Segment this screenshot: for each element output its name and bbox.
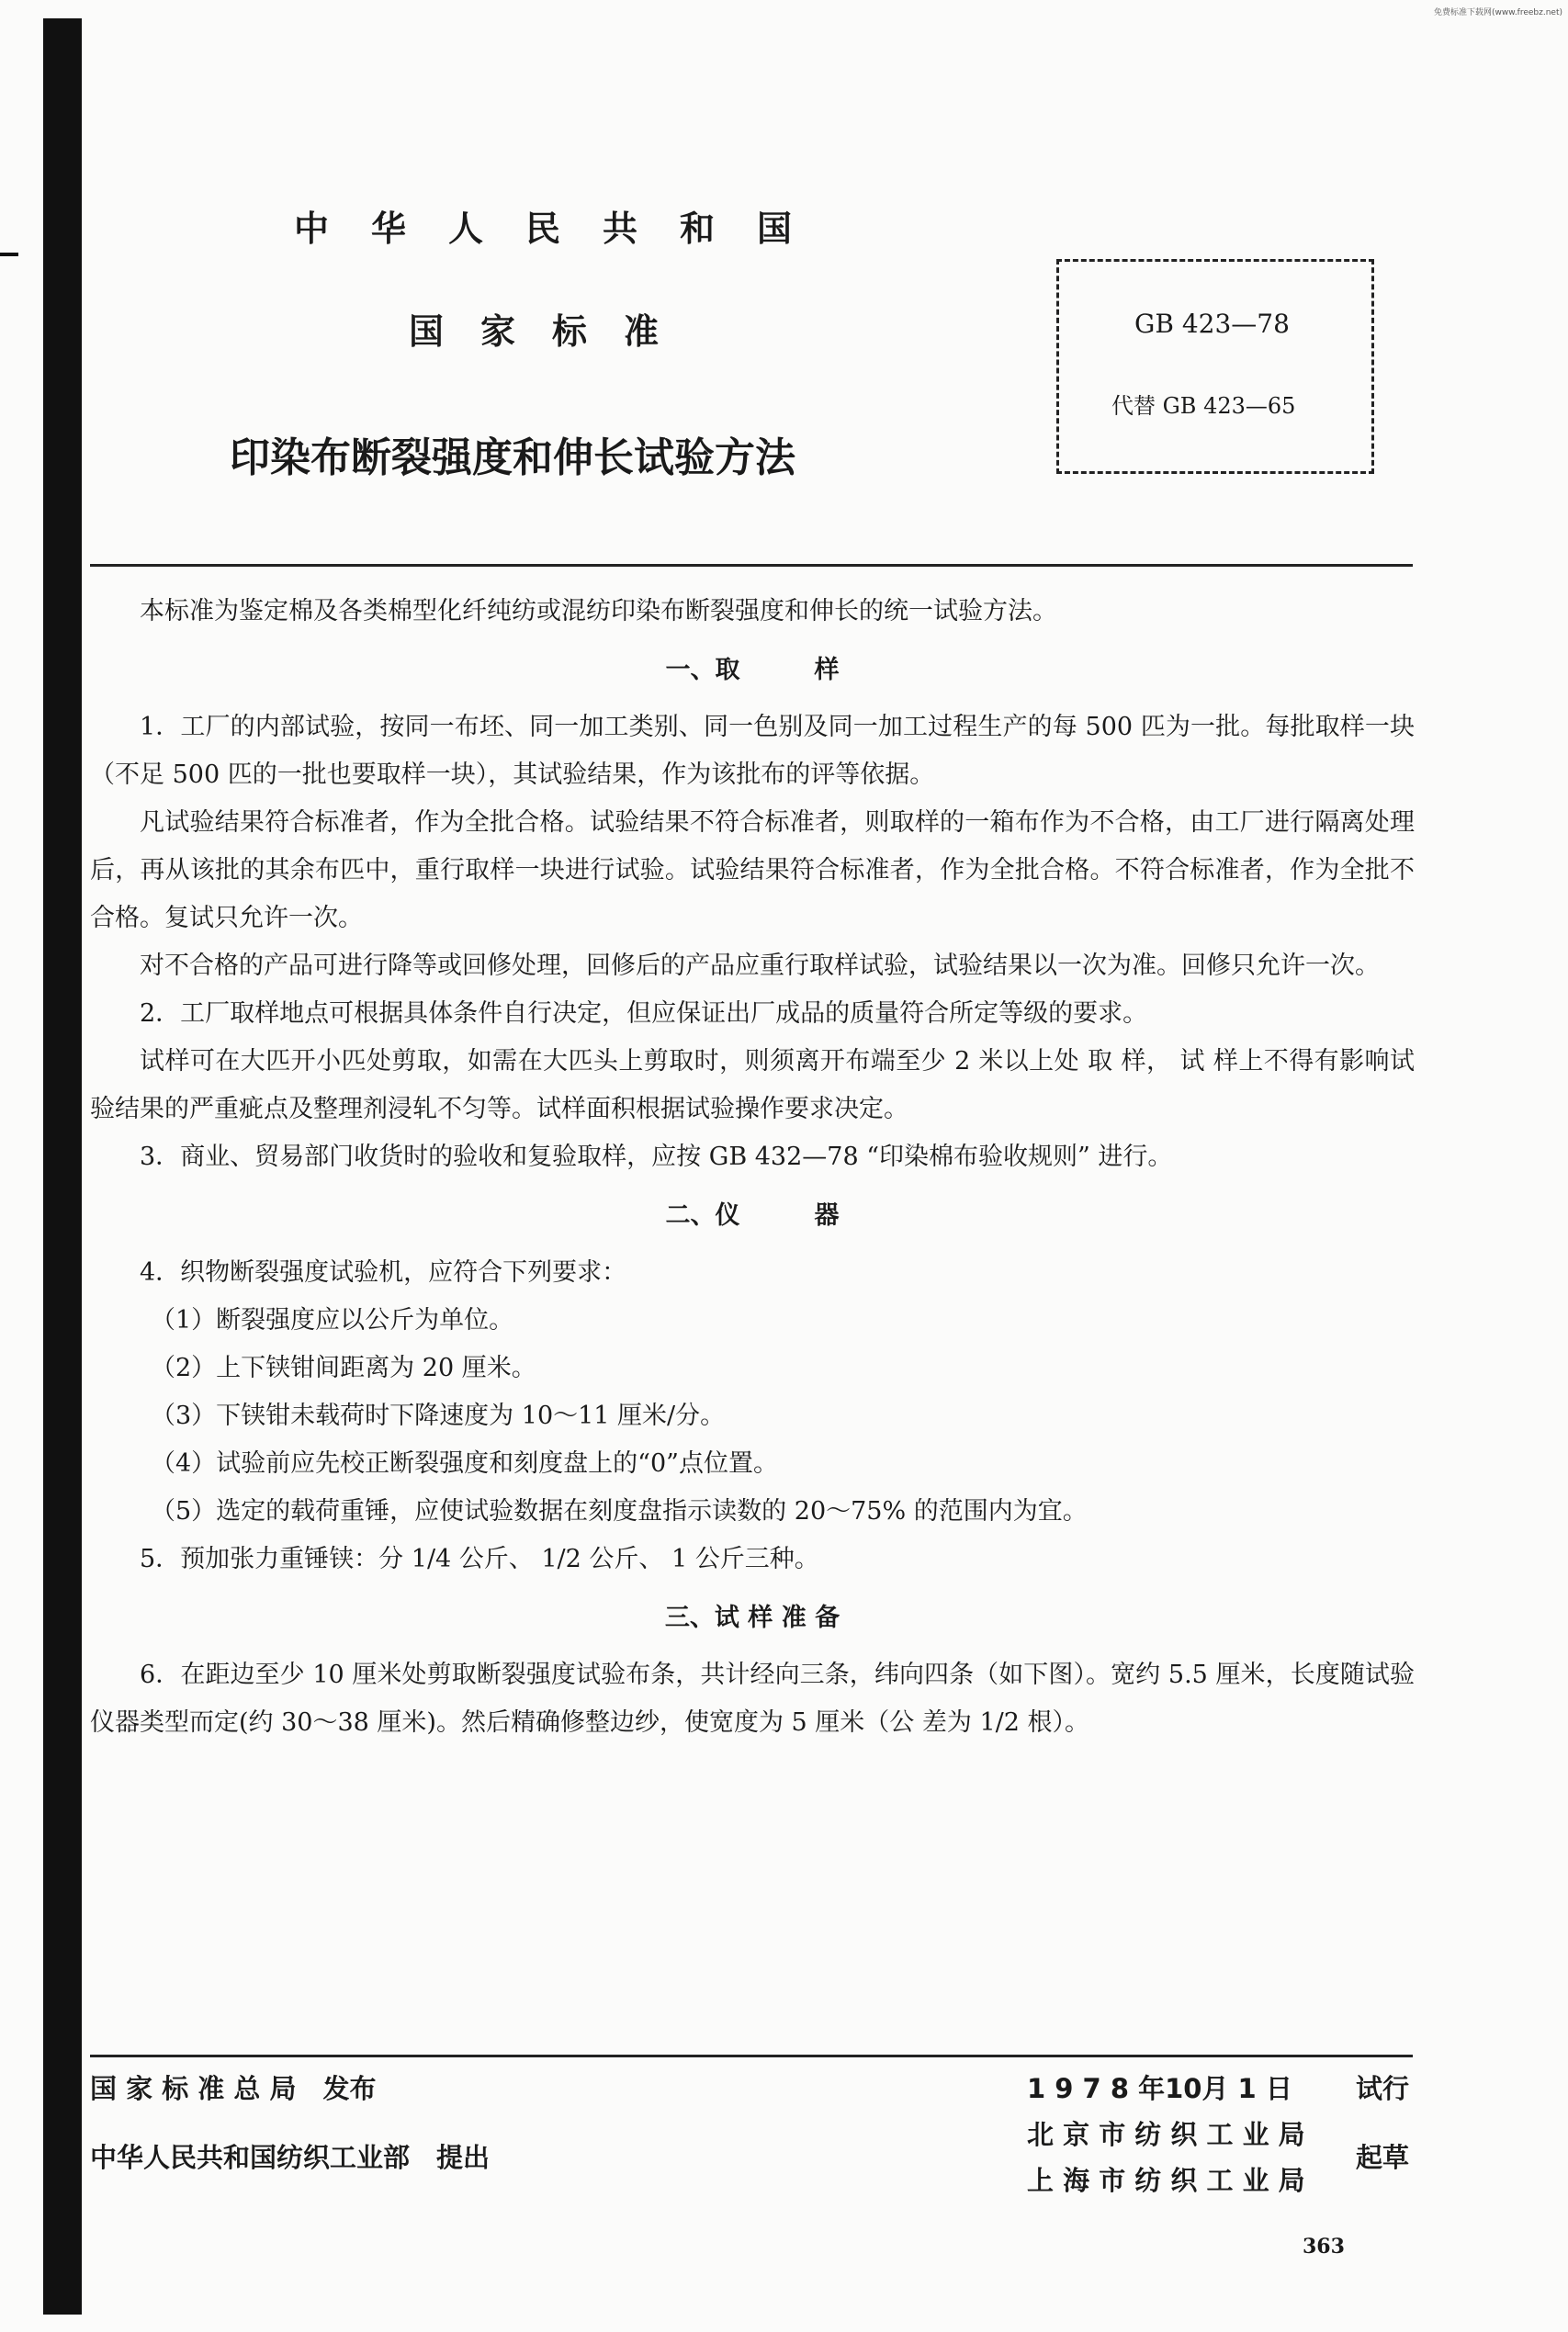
proposer: 中华人民共和国纺织工业部 提出 [90,2142,491,2173]
footer-rule [90,2055,1413,2057]
standard-number: GB 423—78 [1134,309,1290,339]
drafter-beijing: 北 京 市 纺 织 工 业 局 [1027,2119,1305,2150]
section-heading-apparatus: 二、仪 器 [665,1201,840,1230]
paragraph: 5．预加张力重锤铗：分 1/4 公斤、 1/2 公斤、 1 公斤三种。 [140,1545,819,1573]
issuer: 国 家 标 准 总 局 发布 [90,2073,377,2104]
paragraph: 试样可在大匹开小匹处剪取，如需在大匹头上剪取时，则须离开布端至少 2 米以上处 取 样， 试 样上不得有影响试验结果的严重疵点及整理剂浸轧不匀等。试样面积根据试验操作要求决定。 [90,1047,1415,1123]
scan-dark-edge [43,18,82,2315]
scan-margin-mark [0,253,18,256]
country-heading: 中华人民共和国 [294,208,835,249]
page-number: 363 [1303,2235,1345,2259]
watermark: 免费标准下载网(www.freebz.net) [1434,8,1562,17]
paragraph: 6．在距边至少 10 厘米处剪取断裂强度试验布条，共计经向三条，纬向四条（如下图）。宽约 5.5 厘米，长度随试验仪器类型而定(约 30～38 厘米)。然后精确修整边纱，使宽度为 5 厘米（公 差为 1/2 根）。 [90,1661,1415,1737]
document-body [90,588,1415,1747]
list-item: （4）试验前应先校正断裂强度和刻度盘上的“0”点位置。 [151,1449,778,1478]
paragraph: 凡试验结果符合标准者，作为全批合格。试验结果不符合标准者，则取样的一箱布作为不合格，由工厂进行隔离处理后，再从该批的其余布匹中，重行取样一块进行试验。试验结果符合标准者，作为全批合格。不符合标准者，作为全批不合格。复试只允许一次。 [90,808,1415,932]
category-heading: 国家标准 [409,311,696,352]
intro-paragraph: 本标准为鉴定棉及各类棉型化纤纯纺或混纺印染布断裂强度和伸长的统一试验方法。 [140,597,1057,625]
drafted-label: 起草 [1356,2142,1410,2173]
paragraph: 对不合格的产品可进行降等或回修处理，回修后的产品应重行取样试验，试验结果以一次为准。回修只允许一次。 [140,952,1380,980]
list-item: （2）上下铗钳间距离为 20 厘米。 [151,1354,536,1382]
paragraph: 4．织物断裂强度试验机，应符合下列要求： [140,1258,627,1287]
section-heading-specimen: 三、试 样 准 备 [664,1604,840,1632]
section-heading-sampling: 一、取 样 [665,656,840,684]
replaces-standard: 代替 GB 423—65 [1111,393,1296,419]
list-item: （1）断裂强度应以公斤为单位。 [151,1306,514,1335]
paragraph: 2．工厂取样地点可根据具体条件自行决定，但应保证出厂成品的质量符合所定等级的要求。 [140,999,1148,1028]
trial-date: 1 9 7 8 年10月 1 日 [1027,2073,1292,2104]
document-title: 印染布断裂强度和伸长试验方法 [230,434,795,481]
standard-number-box [1056,259,1374,474]
list-item: （3）下铗钳未载荷时下降速度为 10～11 厘米/分。 [151,1402,726,1430]
paragraph: 3．商业、贸易部门收货时的验收和复验取样，应按 GB 432—78 “印染棉布验收规则” 进行。 [140,1143,1173,1171]
paragraph: 1．工厂的内部试验，按同一布坯、同一加工类别、同一色别及同一加工过程生产的每 500 匹为一批。每批取样一块（不足 500 匹的一批也要取样一块），其试验结果，作为该批布的评等依据。 [90,713,1415,789]
trial-label: 试行 [1356,2073,1410,2104]
list-item: （5）选定的载荷重锤，应使试验数据在刻度盘指示读数的 20～75% 的范围内为宜。 [151,1497,1088,1526]
header-rule [90,564,1413,567]
drafter-shanghai: 上 海 市 纺 织 工 业 局 [1027,2165,1305,2196]
